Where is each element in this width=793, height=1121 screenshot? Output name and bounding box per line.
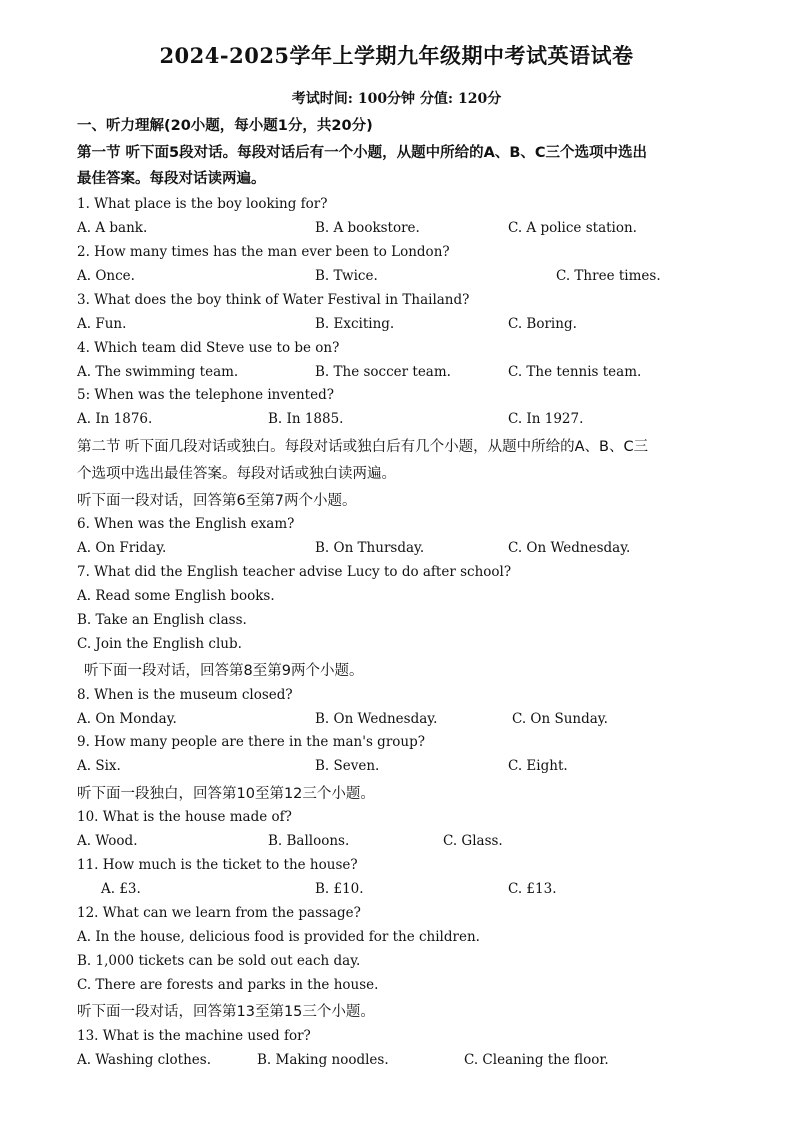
option-c: C. There are forests and parks in the house. (77, 977, 379, 993)
listening-prompt: 听下面一段对话，回答第6至第7两个小题。 (77, 493, 357, 509)
page-title: 2024-2025学年上学期九年级期中考试英语试卷 (159, 43, 634, 68)
question-6: 6. When was the English exam? (77, 516, 295, 532)
option-b: B. On Wednesday. (315, 711, 438, 727)
option-c: C. Eight. (508, 758, 568, 774)
question-13: 13. What is the machine used for? (77, 1028, 311, 1044)
question-3: 3. What does the boy think of Water Festival in Thailand? (77, 292, 470, 308)
question-12: 12. What can we learn from the passage? (77, 905, 361, 921)
question-1: 1. What place is the boy looking for? (77, 196, 328, 212)
listening-prompt: 听下面一段独白，回答第10至第12三个小题。 (77, 786, 375, 802)
question-5: 5: When was the telephone invented? (77, 387, 334, 403)
option-c: C. On Wednesday. (508, 540, 631, 556)
option-a: A. Once. (77, 268, 135, 284)
exam-info: 考试时间: 100分钟 分值: 120分 (291, 91, 502, 107)
option-c: C. The tennis team. (508, 364, 642, 380)
question-10: 10. What is the house made of? (77, 809, 292, 825)
part-instructions: 第一节 听下面5段对话。每段对话后有一个小题，从题中所给的A、B、C三个选项中选出 (77, 145, 648, 161)
option-b: B. 1,000 tickets can be sold out each day. (77, 953, 361, 969)
option-c: C. Boring. (508, 316, 577, 332)
option-c: C. A police station. (508, 220, 637, 236)
option-b: B. The soccer team. (315, 364, 451, 380)
question-2: 2. How many times has the man ever been to London? (77, 244, 450, 260)
option-c: C. In 1927. (508, 411, 584, 427)
option-b: B. Exciting. (315, 316, 395, 332)
question-8: 8. When is the museum closed? (77, 687, 293, 703)
option-c: C. £13. (508, 881, 557, 897)
question-4: 4. Which team did Steve use to be on? (77, 340, 340, 356)
option-b: B. Take an English class. (77, 612, 247, 628)
question-11: 11. How much is the ticket to the house? (77, 857, 358, 873)
listening-prompt: 听下面一段对话，回答第13至第15三个小题。 (77, 1004, 375, 1020)
part-instructions: 最佳答案。每段对话读两遍。 (77, 171, 266, 187)
option-c: C. Join the English club. (77, 636, 242, 652)
option-b: B. A bookstore. (315, 220, 420, 236)
option-a: A. Fun. (77, 316, 127, 332)
option-c: C. Cleaning the floor. (464, 1052, 609, 1068)
option-a: A. In the house, delicious food is provided for the children. (77, 929, 480, 945)
option-b: B. Making noodles. (257, 1052, 389, 1068)
option-b: B. Seven. (315, 758, 380, 774)
option-a: A. Wood. (77, 833, 138, 849)
section-heading: 一、听力理解(20小题，每小题1分，共20分) (77, 118, 373, 134)
option-b: B. £10. (315, 881, 364, 897)
option-a: A. On Monday. (77, 711, 177, 727)
option-a: A. Six. (77, 758, 121, 774)
question-9: 9. How many people are there in the man's group? (77, 734, 425, 750)
option-b: B. On Thursday. (315, 540, 425, 556)
question-7: 7. What did the English teacher advise Lucy to do after school? (77, 564, 512, 580)
part-instructions: 个选项中选出最佳答案。每段对话或独白读两遍。 (77, 466, 396, 482)
option-c: C. Three times. (556, 268, 661, 284)
option-a: A. £3. (101, 881, 141, 897)
option-a: A. A bank. (77, 220, 148, 236)
option-a: A. Read some English books. (77, 588, 275, 604)
option-a: A. In 1876. (77, 411, 153, 427)
option-c: C. On Sunday. (512, 711, 608, 727)
option-c: C. Glass. (443, 833, 503, 849)
option-a: A. Washing clothes. (77, 1052, 211, 1068)
option-b: B. Twice. (315, 268, 378, 284)
part-instructions: 第二节 听下面几段对话或独白。每段对话或独白后有几个小题，从题中所给的A、B、C三 (77, 439, 649, 455)
option-a: A. On Friday. (77, 540, 167, 556)
option-b: B. Balloons. (268, 833, 350, 849)
listening-prompt: 听下面一段对话，回答第8至第9两个小题。 (84, 663, 364, 679)
option-b: B. In 1885. (268, 411, 344, 427)
option-a: A. The swimming team. (77, 364, 239, 380)
